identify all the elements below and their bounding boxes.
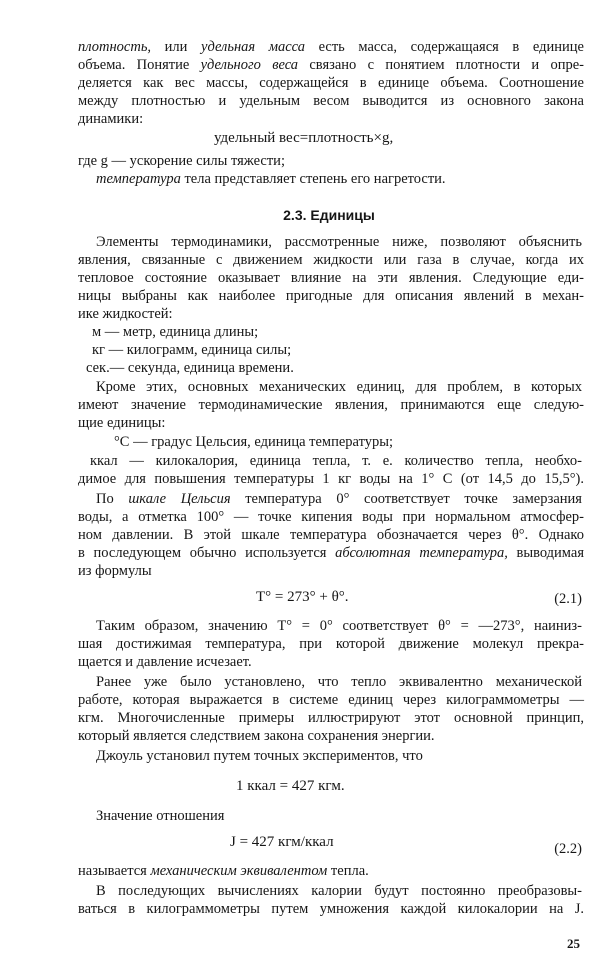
term-specific-weight: удельного веса: [200, 57, 299, 73]
text-fragment: объема. Понятие: [78, 57, 201, 73]
text-line: Кроме этих, основных механических единиц, для проблем, в которых: [96, 379, 582, 395]
term-density: плотность,: [78, 39, 152, 55]
text-line: [78, 38, 584, 56]
text-fragment: или: [151, 39, 202, 55]
term-temperature: температура: [96, 171, 181, 187]
text-line: кгм. Многочисленные примеры иллюстрируют этот основной принцип,: [78, 710, 584, 726]
text-fragment: тела представляет степень его нагретости.: [180, 171, 446, 187]
text-line: В последующих вычислениях калории будут постоянно преобразовы-: [96, 883, 582, 899]
unit-second: сек.— секунда, единица времени.: [86, 360, 294, 376]
text-line: где g — ускорение силы тяжести;: [78, 153, 285, 169]
term-celsius-scale: шкале Цельсия: [128, 491, 231, 507]
text-line: имеют значение термодинамические явления, принимаются еще следую-: [78, 397, 584, 413]
formula-mechanical-equivalent: J = 427 кгм/ккал: [230, 834, 334, 850]
text-fragment: есть масса, содержащаяся в единице: [305, 39, 584, 55]
text-line: [78, 56, 584, 74]
text-line: воды, а отметка 100° — точке кипения воды при нормальном атмосфер-: [78, 509, 584, 525]
formula-absolute-temperature: T° = 273° + θ°.: [256, 589, 349, 605]
formula-specific-weight: удельный вес=плотность×g,: [214, 130, 394, 146]
text-line: ном давлении. В этой шкале температура обозначается через θ°. Однако: [78, 527, 584, 543]
term-mechanical-equivalent: механическим эквивалентом: [150, 863, 328, 879]
text-line: между плотностью и удельным весом выводится из основного закона: [78, 93, 584, 109]
text-line: тепловое состояние оказывает влияние на эти явления. Следующие еди-: [78, 270, 584, 286]
unit-meter: м — метр, единица длины;: [92, 324, 259, 340]
text-line: димое для повышения температуры 1 кг воды на 1° С (от 14,5 до 15,5°).: [78, 471, 584, 487]
text-line: Значение отношения: [96, 808, 225, 824]
text-line: из формулы: [78, 563, 152, 579]
formula-joule: 1 ккал = 427 кгм.: [236, 778, 345, 794]
text-line: ваться в килограммометры путем умножения каждой килокалории на J.: [78, 901, 584, 917]
text-line: работе, которая выражается в системе единиц через килограммометры —: [78, 692, 584, 708]
text-line: щие единицы:: [78, 415, 166, 431]
term-absolute-temperature: абсолютная температура,: [335, 545, 508, 561]
text-line: щается и давление исчезает.: [78, 654, 252, 670]
text-fragment: тепла.: [327, 863, 369, 879]
text-fragment: выводимая: [507, 545, 584, 561]
page-number: 25: [567, 936, 580, 951]
text-line: который является следствием закона сохранения энергии.: [78, 728, 435, 744]
text-fragment: в последующем обычно используется: [78, 545, 336, 561]
text-line: шая достижимая температура, при которой движение молекул прекра-: [78, 636, 584, 652]
text-line: [96, 490, 582, 508]
unit-kilocalorie: ккал — килокалория, единица тепла, т. е. количество тепла, необхо-: [90, 453, 582, 469]
unit-celsius: °С — градус Цельсия, единица температуры;: [114, 434, 394, 450]
text-line: ницы выбраны как наиболее пригодные для описания явлений в механ-: [78, 288, 584, 304]
text-fragment: называется: [78, 863, 151, 879]
text-fragment: По: [96, 491, 129, 507]
term-specific-mass: удельная масса: [201, 39, 305, 55]
unit-kilogram: кг — килограмм, единица силы;: [92, 342, 292, 358]
equation-number: (2.2): [554, 841, 582, 857]
text-line: Джоуль установил путем точных экспериментов, что: [96, 748, 423, 764]
text-line: [96, 170, 582, 188]
text-line: Таким образом, значению T° = 0° соответствует θ° = —273°, наиниз-: [96, 618, 582, 634]
text-line: Элементы термодинамики, рассмотренные ниже, позволяют объяснить: [96, 234, 582, 250]
text-fragment: связано с понятием плотности и опре-: [298, 57, 584, 73]
text-line: явления, связанные с движением жидкости или газа в случае, когда их: [78, 252, 584, 268]
text-line: [78, 544, 584, 562]
text-fragment: температура 0° соответствует точке замерзания: [230, 491, 582, 507]
text-line: Ранее уже было установлено, что тепло эквивалентно механической: [96, 674, 582, 690]
equation-number: (2.1): [554, 591, 582, 607]
text-line: ике жидкостей:: [78, 306, 173, 322]
text-line: [78, 862, 584, 880]
section-heading: 2.3. Единицы: [283, 207, 375, 223]
text-line: динамики:: [78, 111, 144, 127]
text-line: деляется как вес массы, содержащейся в единице объема. Соотношение: [78, 75, 584, 91]
